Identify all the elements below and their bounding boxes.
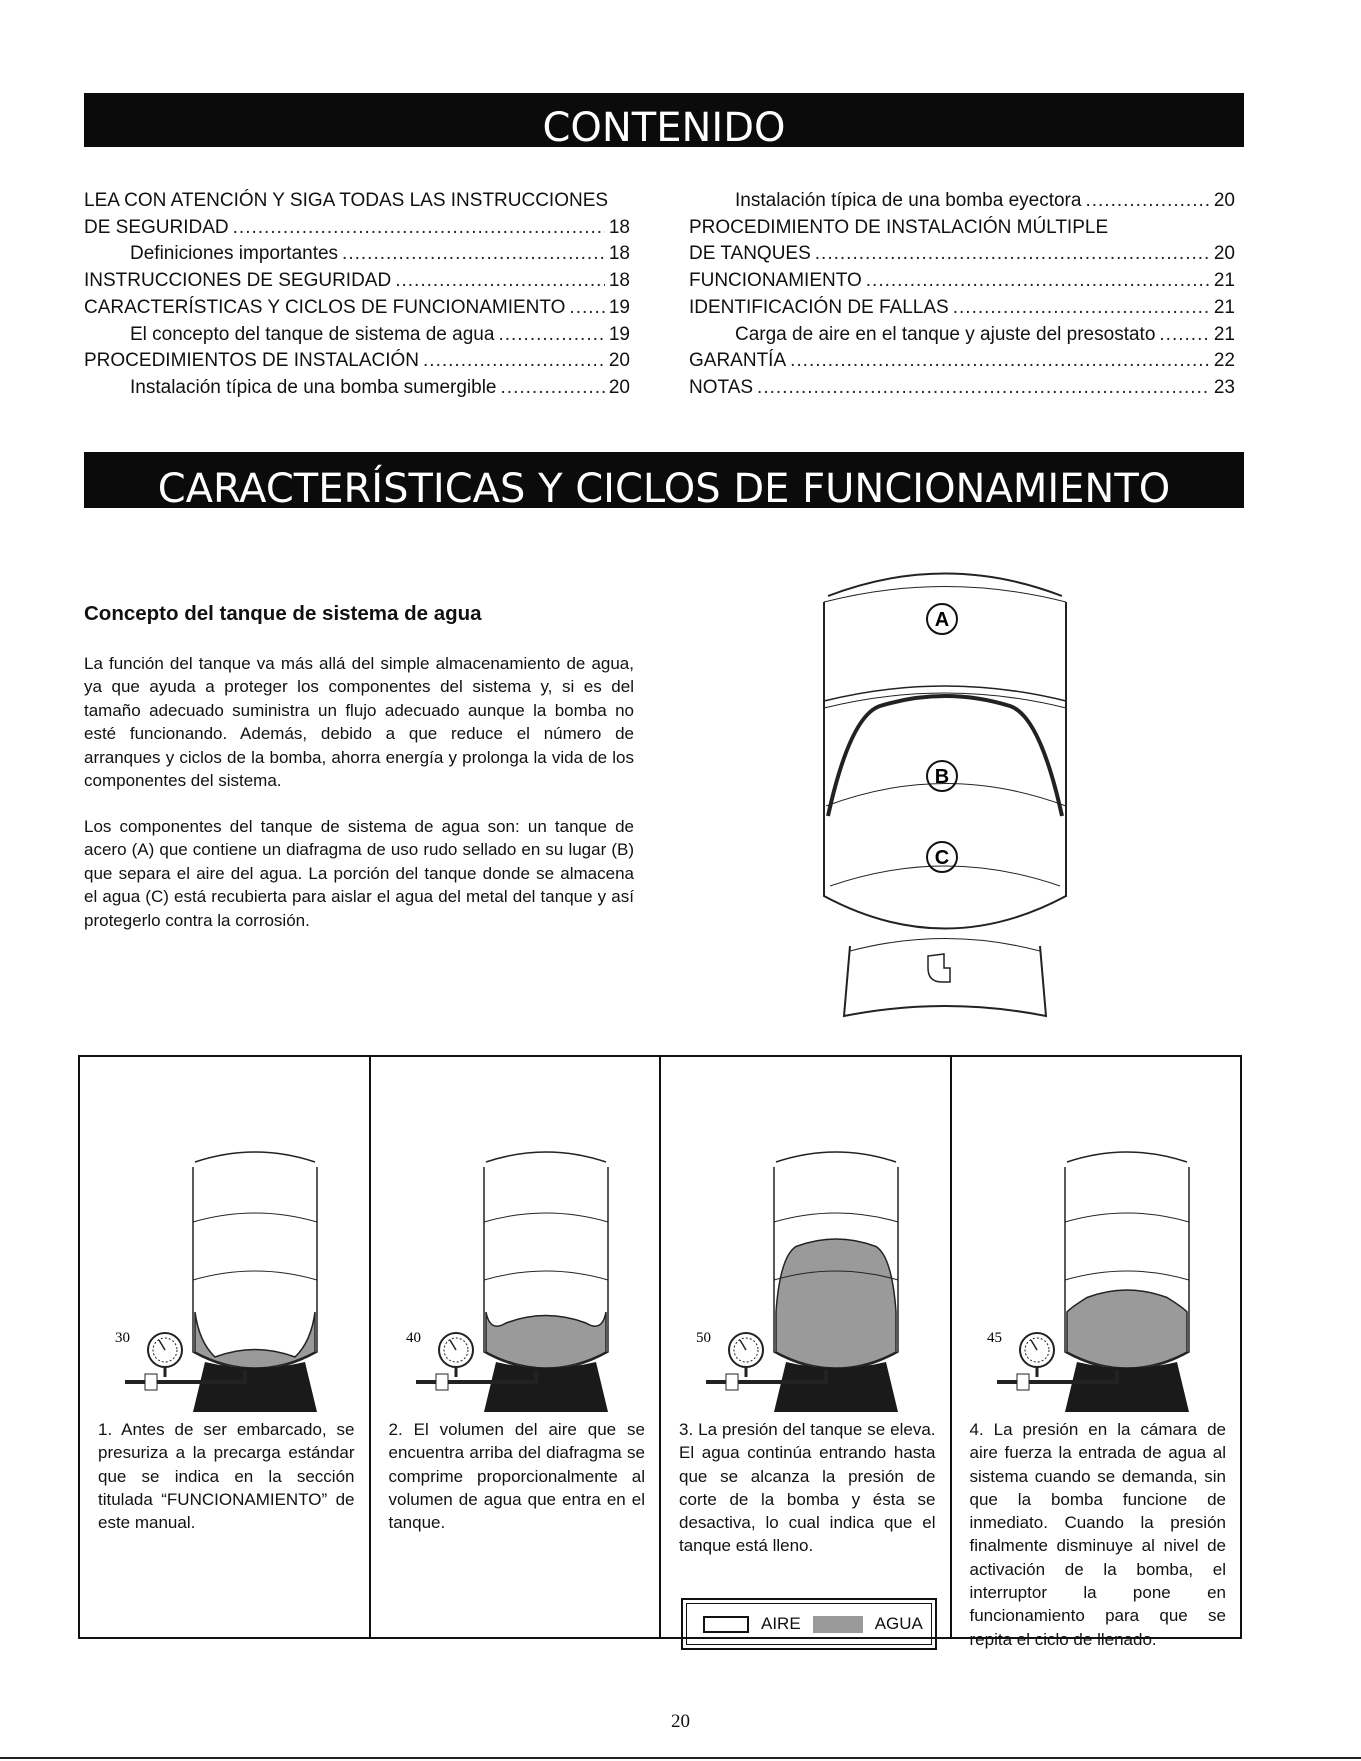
toc-entry-title: FUNCIONAMIENTO <box>689 270 862 292</box>
toc-entry <box>689 348 1235 375</box>
tank-top-dome <box>828 574 1062 597</box>
toc-leader-dots <box>501 375 605 402</box>
toc-leader-dots <box>1085 188 1209 215</box>
cycle-step-1 <box>80 1057 371 1637</box>
toc-entry <box>689 241 1235 268</box>
toc-entry-page: 19 <box>608 323 630 345</box>
toc-entry <box>689 215 1235 242</box>
toc-leader-dots <box>569 295 604 322</box>
toc-leader-dots <box>790 348 1210 375</box>
svg-text:A: A <box>934 609 950 631</box>
cycle-table <box>78 1055 1242 1649</box>
concept-paragraph-2: Los componentes del tanque de sistema de agua son: un tanque de acero (A) que contiene un diafragma de uso rudo sellado en su lugar (B) que separa el aire del agua. La porción del tanque donde se almacena el agua (C) está recubierta para aislar el agua del metal del tanque y así protegerlo contra la corrosión. <box>84 817 634 930</box>
toc-entry <box>84 188 630 215</box>
toc-entry-page: 20 <box>1213 190 1235 211</box>
gauge-reading: 30 <box>115 1330 130 1346</box>
cycle-step-text: 1. Antes de ser embarcado, se presuriza a la precarga estándar que se indica en la sección titulada “FUNCIONAMIENTO” de este manual. <box>98 1420 355 1533</box>
water-swatch <box>813 1616 863 1633</box>
toc-entry-title: Carga de aire en el tanque y ajuste del presostato <box>735 323 1156 345</box>
label-a-icon <box>927 604 957 634</box>
toc-entry-title: INSTRUCCIONES DE SEGURIDAD <box>84 270 392 292</box>
cycle-step-3 <box>661 1057 952 1637</box>
toc-entry-title: PROCEDIMIENTO DE INSTALACIÓN MÚLTIPLE <box>689 216 1109 238</box>
toc-entry <box>84 268 630 295</box>
cycle-step-4 <box>952 1057 1241 1649</box>
page-number: 20 <box>671 1711 690 1732</box>
cycle-tank-icon <box>386 1112 641 1452</box>
pressure-gauge-icon <box>439 1333 473 1367</box>
toc-entry <box>84 375 630 402</box>
toc-entry <box>84 215 630 242</box>
cycle-tank-icon <box>676 1112 931 1452</box>
toc-entry-page: 18 <box>608 216 630 238</box>
cycle-tank-icon <box>967 1112 1222 1452</box>
legend-water-label: AGUA <box>874 1614 923 1633</box>
toc-entry <box>689 268 1235 295</box>
tank-stand <box>844 946 1046 1016</box>
cycle-step-text: 2. El volumen del aire que se encuentra arriba del diafragma se comprime proporcionalmente al volumen de agua que entra en el tanque. <box>388 1420 645 1533</box>
toc-entry-page: 18 <box>608 270 630 292</box>
legend-air-label: AIRE <box>761 1614 801 1633</box>
toc-entry-page: 21 <box>1213 296 1235 318</box>
toc-entry-page: 23 <box>1213 376 1235 398</box>
toc-entry-page: 22 <box>1213 350 1235 372</box>
toc-leader-dots <box>1159 322 1209 349</box>
cycle-tank-icon <box>95 1112 350 1452</box>
cycle-step-2 <box>371 1057 662 1637</box>
toc-leader-dots <box>815 241 1210 268</box>
toc-entry-title: GARANTÍA <box>689 350 787 372</box>
scan-edge <box>0 1757 1361 1759</box>
toc-leader-dots <box>233 215 605 242</box>
section-banner <box>84 452 1244 512</box>
pressure-gauge-icon <box>148 1333 182 1367</box>
legend <box>681 1598 937 1650</box>
toc-leader-dots <box>498 322 604 349</box>
water-fill <box>776 1239 896 1368</box>
svg-text:C: C <box>934 847 950 869</box>
toc-entry-title: LEA CON ATENCIÓN Y SIGA TODAS LAS INSTRUCCIONES <box>84 190 609 211</box>
label-b-icon <box>927 761 957 791</box>
toc-entry-title: DE SEGURIDAD <box>84 216 229 238</box>
toc-entry-title: PROCEDIMIENTOS DE INSTALACIÓN <box>84 350 420 372</box>
toc-entry <box>84 295 630 322</box>
toc-entry-page: 18 <box>608 243 630 265</box>
pressure-gauge-icon <box>1020 1333 1054 1367</box>
toc-entry-title: DE TANQUES <box>689 243 811 265</box>
toc-entry-title: Definiciones importantes <box>130 243 339 265</box>
toc-leader-dots <box>395 268 605 295</box>
cycle-step-text: 4. La presión en la cámara de aire fuerza la entrada de agua al sistema cuando se demanda, sin que la bomba funcione de inmediato. Cuando la presión finalmente disminuye al nivel de activación de la bomba, el interruptor la pone en funcionamiento para que se repita el ciclo de llenado. <box>969 1420 1226 1649</box>
gauge-reading: 50 <box>696 1330 711 1346</box>
label-c-icon <box>927 842 957 872</box>
toc-left-column <box>84 188 630 402</box>
toc-entry <box>689 375 1235 402</box>
gauge-reading: 45 <box>986 1330 1002 1346</box>
concept-title: Concepto del tanque de sistema de agua <box>84 602 482 625</box>
toc-entry <box>84 241 630 268</box>
diaphragm <box>828 696 1062 816</box>
toc-entry-title: CARACTERÍSTICAS Y CICLOS DE FUNCIONAMIENTO <box>84 296 566 318</box>
cycle-step-text: 3. La presión del tanque se eleva. El agua continúa entrando hasta que se alcanza la presión de corte de la bomba y ésta se desactiva, lo cual indica que el tanque está lleno. <box>679 1420 936 1556</box>
toc-entry-page: 21 <box>1213 270 1235 292</box>
gauge-reading: 40 <box>405 1330 421 1346</box>
toc-entry-title: Instalación típica de una bomba eyectora <box>735 190 1082 211</box>
water-fill <box>1067 1290 1187 1368</box>
toc-right-column <box>689 188 1235 402</box>
water-fill <box>195 1312 315 1368</box>
toc-entry <box>689 188 1235 215</box>
toc-leader-dots <box>866 268 1210 295</box>
svg-text:B: B <box>934 766 950 788</box>
toc-entry-title: Instalación típica de una bomba sumergible <box>130 376 497 398</box>
contents-title: CONTENIDO <box>542 105 786 151</box>
water-fill <box>486 1312 606 1368</box>
toc-entry-page: 20 <box>608 376 630 398</box>
toc-entry-title: IDENTIFICACIÓN DE FALLAS <box>689 296 949 318</box>
toc-leader-dots <box>757 375 1210 402</box>
toc-entry-title: NOTAS <box>689 376 754 398</box>
toc-entry-page: 19 <box>608 296 630 318</box>
toc-leader-dots <box>342 241 605 268</box>
toc-entry <box>84 348 630 375</box>
toc-entry <box>84 322 630 349</box>
toc-entry-page: 21 <box>1213 323 1235 345</box>
toc-entry-page: 20 <box>1213 243 1235 265</box>
toc-entry <box>689 295 1235 322</box>
concept-paragraph-1: La función del tanque va más allá del simple almacenamiento de agua, ya que ayuda a proteger los componentes del sistema y, si es del tamaño adecuado suministra un flujo adecuado aunque la bomba no esté funcionando. Además, debido a que reduce el número de arranques y ciclos de la bomba, ahorra energía y prolonga la vida de los componentes del sistema. <box>84 654 634 791</box>
contents-banner <box>84 93 1244 151</box>
toc-entry-page: 20 <box>608 350 630 372</box>
tank-diagram <box>820 556 1070 1036</box>
section-banner-title: CARACTERÍSTICAS Y CICLOS DE FUNCIONAMIENTO <box>157 466 1171 512</box>
toc-entry <box>689 322 1235 349</box>
pressure-gauge-icon <box>729 1333 763 1367</box>
toc-leader-dots <box>423 348 605 375</box>
air-swatch <box>703 1616 749 1633</box>
toc-leader-dots <box>953 295 1210 322</box>
toc-entry-title: El concepto del tanque de sistema de agua <box>130 323 495 345</box>
